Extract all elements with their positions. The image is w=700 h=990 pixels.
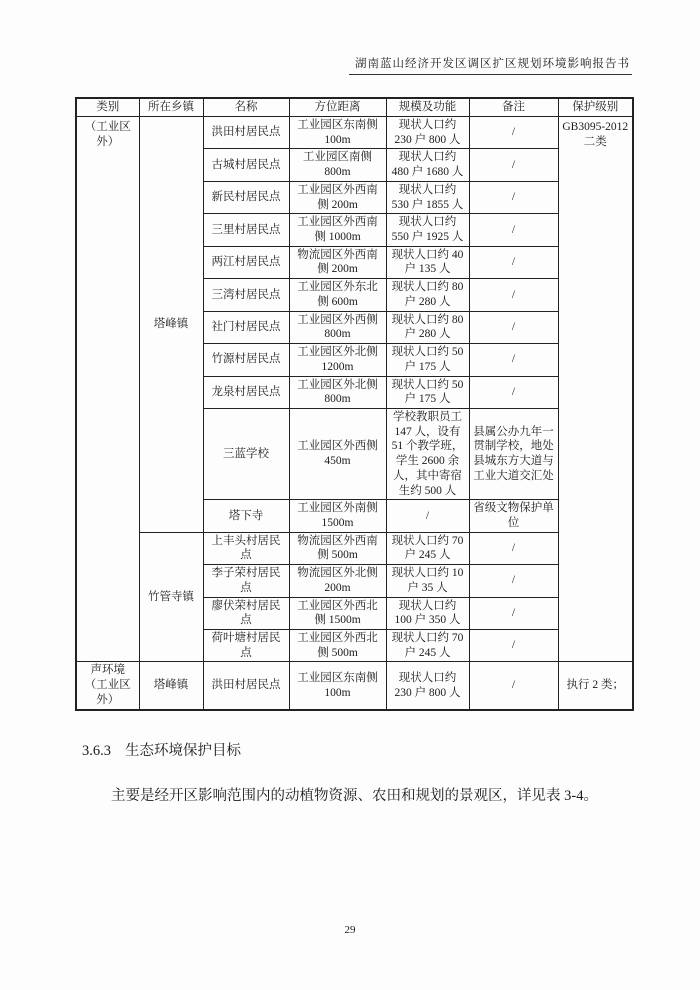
cell-name: 洪田村居民点 [203, 117, 289, 149]
cell-scale: 现状人口约 480 户 1680 人 [386, 149, 469, 181]
cell-name: 廖伏荣村居民点 [203, 597, 289, 629]
cell-location: 物流园区外西南侧 200m [289, 246, 386, 278]
cell-scale: 现状人口约 50 户 175 人 [386, 344, 469, 376]
cell-category-noise: 声环境（工业区外） [76, 662, 139, 710]
document-header [349, 55, 632, 75]
cell-location: 工业园区外西南侧 200m [289, 181, 386, 213]
cell-scale: 现状人口约 230 户 800 人 [386, 662, 469, 710]
cell-note: / [469, 181, 558, 213]
cell-name: 塔下寺 [203, 500, 289, 532]
cell-location: 工业园区外南侧 1500m [289, 500, 386, 532]
cell-name: 竹源村居民点 [203, 344, 289, 376]
report-title: 湖南蓝山经济开发区调区扩区规划环境影响报告书 [355, 58, 630, 70]
col-header-protection: 保护级别 [558, 98, 633, 117]
section-number: 3.6.3 [82, 743, 111, 759]
cell-name: 洪田村居民点 [203, 662, 289, 710]
cell-town: 塔峰镇 [139, 662, 203, 710]
cell-note: / [469, 279, 558, 311]
cell-name: 社门村居民点 [203, 311, 289, 343]
cell-note: / [469, 117, 558, 149]
cell-location: 物流园区外西南侧 500m [289, 532, 386, 564]
cell-location: 工业园区外北侧 800m [289, 376, 386, 408]
cell-scale: 现状人口约 100 户 350 人 [386, 597, 469, 629]
cell-scale: 现状人口约 80 户 280 人 [386, 311, 469, 343]
col-header-note: 备注 [469, 98, 558, 117]
col-header-category: 类别 [76, 98, 139, 117]
protection-targets-table [75, 97, 634, 711]
cell-note: / [469, 246, 558, 278]
cell-note: 县属公办九年一贯制学校，地处县城东方大道与工业大道交汇处 [469, 408, 558, 499]
cell-location: 工业园区东南侧 100m [289, 662, 386, 710]
cell-note: / [469, 630, 558, 662]
cell-scale: 现状人口约 80 户 280 人 [386, 279, 469, 311]
cell-note: / [469, 565, 558, 597]
cell-protection-noise: 执行 2 类； [558, 662, 633, 710]
cell-scale: 现状人口约 50 户 175 人 [386, 376, 469, 408]
cell-scale: 现状人口约 230 户 800 人 [386, 117, 469, 149]
cell-scale: 现状人口约 70 户 245 人 [386, 532, 469, 564]
cell-scale: / [386, 500, 469, 532]
cell-name: 三湾村居民点 [203, 279, 289, 311]
cell-location: 工业园区外西南侧 1000m [289, 214, 386, 246]
section-heading [82, 739, 241, 760]
col-header-town: 所在乡镇 [139, 98, 203, 117]
cell-location: 工业园区南侧 800m [289, 149, 386, 181]
cell-name: 三里村居民点 [203, 214, 289, 246]
cell-location: 工业园区外西北侧 1500m [289, 597, 386, 629]
cell-category-industrial: （工业区外） [76, 117, 139, 662]
cell-location: 工业园区外西北侧 500m [289, 630, 386, 662]
cell-location: 工业园区外东北侧 600m [289, 279, 386, 311]
table-row [76, 117, 633, 149]
cell-town-zhuguansi: 竹管寺镇 [139, 532, 203, 662]
cell-name: 荷叶塘村居民点 [203, 630, 289, 662]
cell-scale: 学校教职员工 147 人，设有 51 个教学班，学生 2600 余人，其中寄宿生约 500 人 [386, 408, 469, 499]
col-header-location: 方位距离 [289, 98, 386, 117]
cell-name: 李子荣村居民点 [203, 565, 289, 597]
cell-note: / [469, 311, 558, 343]
cell-note: / [469, 149, 558, 181]
col-header-scale: 规模及功能 [386, 98, 469, 117]
cell-note: / [469, 214, 558, 246]
page-number: 29 [344, 924, 356, 936]
table-row [76, 532, 633, 564]
cell-name: 新民村居民点 [203, 181, 289, 213]
cell-name: 上丰头村居民点 [203, 532, 289, 564]
cell-name: 龙泉村居民点 [203, 376, 289, 408]
cell-note: / [469, 597, 558, 629]
cell-name: 三蓝学校 [203, 408, 289, 499]
table-header-row [76, 98, 633, 117]
cell-scale: 现状人口约 550 户 1925 人 [386, 214, 469, 246]
cell-protection-gb: GB3095-2012 二类 [558, 117, 633, 662]
table-row-noise [76, 662, 633, 710]
cell-location: 工业园区外西侧 450m [289, 408, 386, 499]
section-title: 生态环境保护目标 [125, 743, 241, 759]
cell-name: 古城村居民点 [203, 149, 289, 181]
body-paragraph: 主要是经开区影响范围内的动植物资源、农田和规划的景观区，详见表 3-4。 [111, 787, 598, 804]
cell-note: 省级文物保护单位 [469, 500, 558, 532]
cell-scale: 现状人口约 70 户 245 人 [386, 630, 469, 662]
cell-note: / [469, 532, 558, 564]
cell-location: 工业园区东南侧 100m [289, 117, 386, 149]
cell-town-tafeng: 塔峰镇 [139, 117, 203, 533]
cell-scale: 现状人口约 530 户 1855 人 [386, 181, 469, 213]
cell-scale: 现状人口约 10 户 35 人 [386, 565, 469, 597]
cell-scale: 现状人口约 40 户 135 人 [386, 246, 469, 278]
cell-note: / [469, 344, 558, 376]
cell-location: 工业园区外北侧 1200m [289, 344, 386, 376]
cell-location: 物流园区外北侧 200m [289, 565, 386, 597]
col-header-name: 名称 [203, 98, 289, 117]
cell-note: / [469, 662, 558, 710]
cell-location: 工业园区外西侧 800m [289, 311, 386, 343]
cell-name: 两江村居民点 [203, 246, 289, 278]
cell-note: / [469, 376, 558, 408]
